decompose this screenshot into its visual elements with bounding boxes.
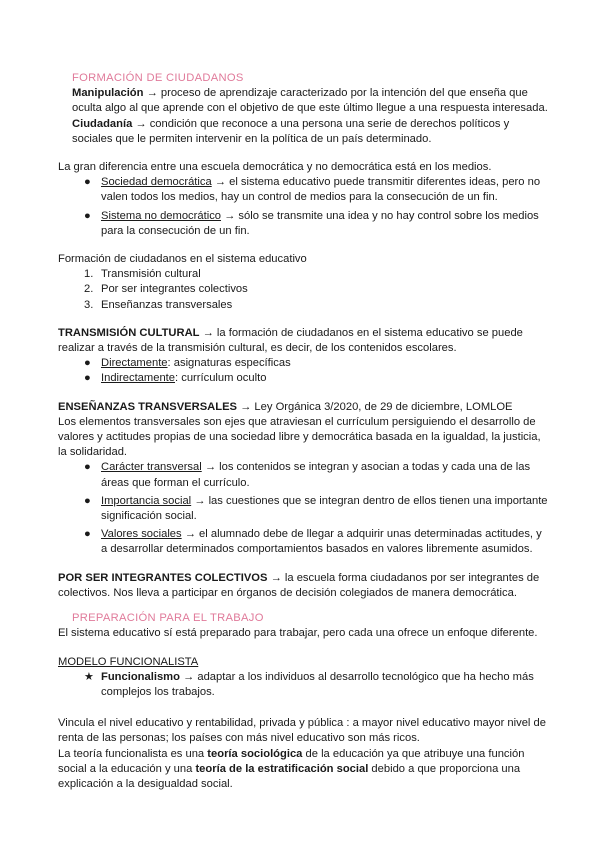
- list-item: [58, 371, 548, 386]
- list-term: Funcionalismo: [101, 670, 180, 683]
- definition-manipulacion: [58, 86, 548, 116]
- paragraph-vincula: Vincula el nivel educativo y rentabilidad, privada y pública : a mayor nivel educativo mayor nivel de renta de las personas; los países con más nivel educativo son más ricos.: [58, 717, 546, 745]
- bullet-icon: ●: [84, 494, 91, 507]
- bullet-list-diferencia: [58, 175, 548, 239]
- definition-text: → proceso de aprendizaje caracterizado por la intención del que enseña que oculta algo al que aprende con el objetivo de que este último llegue a una respuesta interesada.: [72, 87, 548, 115]
- list-text: Transmisión cultural: [101, 268, 201, 281]
- bullet-icon: ●: [84, 461, 91, 474]
- list-term: Importancia social: [101, 494, 192, 507]
- list-item: [58, 527, 548, 557]
- bullet-icon: ●: [84, 357, 91, 370]
- numbered-list-sistema: [58, 267, 548, 313]
- definition-text: → condición que reconoce a una persona una serie de derechos políticos y sociales que le permiten intervenir en la política de un país determinado.: [72, 117, 510, 145]
- list-text: → el alumnado debe de llegar a adquirir unas determinadas actitudes, y a desarrollar determinados comportamientos basados en valores libremente asumidos.: [101, 528, 542, 556]
- paragraph-text: → la formación de ciudadanos en el sistema educativo se puede realizar a través de la transmisión cultural, es decir, de los contenidos escolares.: [58, 326, 523, 355]
- star-list-modelo: [58, 670, 548, 700]
- list-item: [58, 356, 548, 371]
- term-transmision: TRANSMISIÓN CULTURAL: [58, 326, 200, 339]
- section-heading-trabajo: PREPARACIÓN PARA EL TRABAJO: [72, 612, 264, 625]
- paragraph-transversales: Los elementos transversales son ejes que atraviesan el currículum persiguiendo el desarrollo de valores y actitudes propias de una sociedad libre y democrática basada en la igualdad, la justicia, la solidaridad.: [58, 415, 541, 459]
- list-item: [58, 175, 548, 205]
- list-item: [58, 298, 548, 313]
- paragraph-integrantes: [58, 571, 548, 601]
- section-heading-formacion: FORMACIÓN DE CIUDADANOS: [72, 72, 244, 84]
- list-text: → las cuestiones que se integran dentro de ellos tienen una importante significación social.: [101, 494, 548, 523]
- list-text: Por ser integrantes colectivos: [101, 283, 248, 296]
- paragraph-ensenanzas: [58, 400, 548, 415]
- list-term: Directamente: [101, 357, 168, 370]
- list-text: → adaptar a los individuos al desarrollo tecnológico que ha hecho más complejos los trabajos.: [101, 670, 534, 698]
- bullet-icon: ●: [84, 176, 91, 189]
- bullet-list-transmision: [58, 356, 548, 386]
- bullet-list-ensenanzas: [58, 460, 548, 557]
- list-text: : asignaturas específicas: [167, 357, 291, 370]
- list-term: Carácter transversal: [101, 461, 202, 474]
- paragraph-teoria: [58, 747, 548, 793]
- paragraph-transmision: [58, 326, 548, 356]
- list-number: 3.: [84, 298, 94, 311]
- subheading-modelo-funcionalista: MODELO FUNCIONALISTA: [58, 655, 199, 668]
- list-term: Sistema no democrático: [101, 209, 222, 222]
- list-item: [58, 209, 548, 239]
- list-term: Sociedad democrática: [101, 176, 212, 189]
- list-text: → el sistema educativo puede transmitir diferentes ideas, pero no valen todos los medios, hay un control de medios para la consecución de un fin.: [101, 176, 541, 204]
- list-number: 1.: [84, 268, 94, 281]
- list-text: → sólo se transmite una idea y no hay control sobre los medios para la consecución de un fin.: [101, 209, 539, 237]
- bold-term: teoría sociológica: [207, 747, 303, 760]
- paragraph-text: de la educación ya que atribuye una función social a la educación y una: [58, 747, 525, 775]
- list-item: [58, 460, 548, 490]
- paragraph-text: → Ley Orgánica 3/2020, de 29 de diciembre, LOMLOE: [237, 400, 513, 413]
- bullet-icon: ●: [84, 209, 91, 222]
- list-item: [58, 282, 548, 297]
- paragraph-diferencia: La gran diferencia entre una escuela democrática y no democrática está en los medios.: [58, 161, 492, 174]
- paragraph-text: → la escuela forma ciudadanos por ser integrantes de colectivos. Nos lleva a participar en órganos de decisión colegiados de manera democrática.: [58, 571, 540, 599]
- paragraph-trabajo: El sistema educativo sí está preparado para trabajar, pero cada una ofrece un enfoque diferente.: [58, 627, 538, 640]
- list-item: [58, 670, 548, 700]
- list-text: : currículum oculto: [175, 372, 267, 385]
- star-icon: ★: [84, 670, 95, 683]
- definition-ciudadania: [58, 117, 548, 147]
- list-item: [58, 267, 548, 282]
- list-number: 2.: [84, 283, 94, 296]
- paragraph-sistema: Formación de ciudadanos en el sistema educativo: [58, 253, 307, 266]
- list-term: Valores sociales: [101, 528, 182, 541]
- term-ensenanzas: ENSEÑANZAS TRANSVERSALES: [58, 400, 238, 413]
- list-item: [58, 494, 548, 524]
- list-term: Indirectamente: [101, 372, 176, 385]
- bullet-icon: ●: [84, 372, 91, 385]
- list-text: → los contenidos se integran y asocian a todas y cada una de las áreas que forman el currículo.: [101, 461, 531, 489]
- list-text: Enseñanzas transversales: [101, 298, 233, 311]
- document-page: [58, 71, 548, 792]
- term-manipulacion: Manipulación: [72, 87, 144, 100]
- paragraph-text: debido a que proporciona una explicación a la desigualdad social.: [58, 762, 521, 790]
- term-integrantes: POR SER INTEGRANTES COLECTIVOS: [58, 571, 268, 584]
- term-ciudadania: Ciudadanía: [72, 117, 133, 130]
- paragraph-text: La teoría funcionalista es una: [58, 747, 208, 760]
- bullet-icon: ●: [84, 528, 91, 541]
- bold-term: teoría de la estratificación social: [195, 762, 369, 775]
